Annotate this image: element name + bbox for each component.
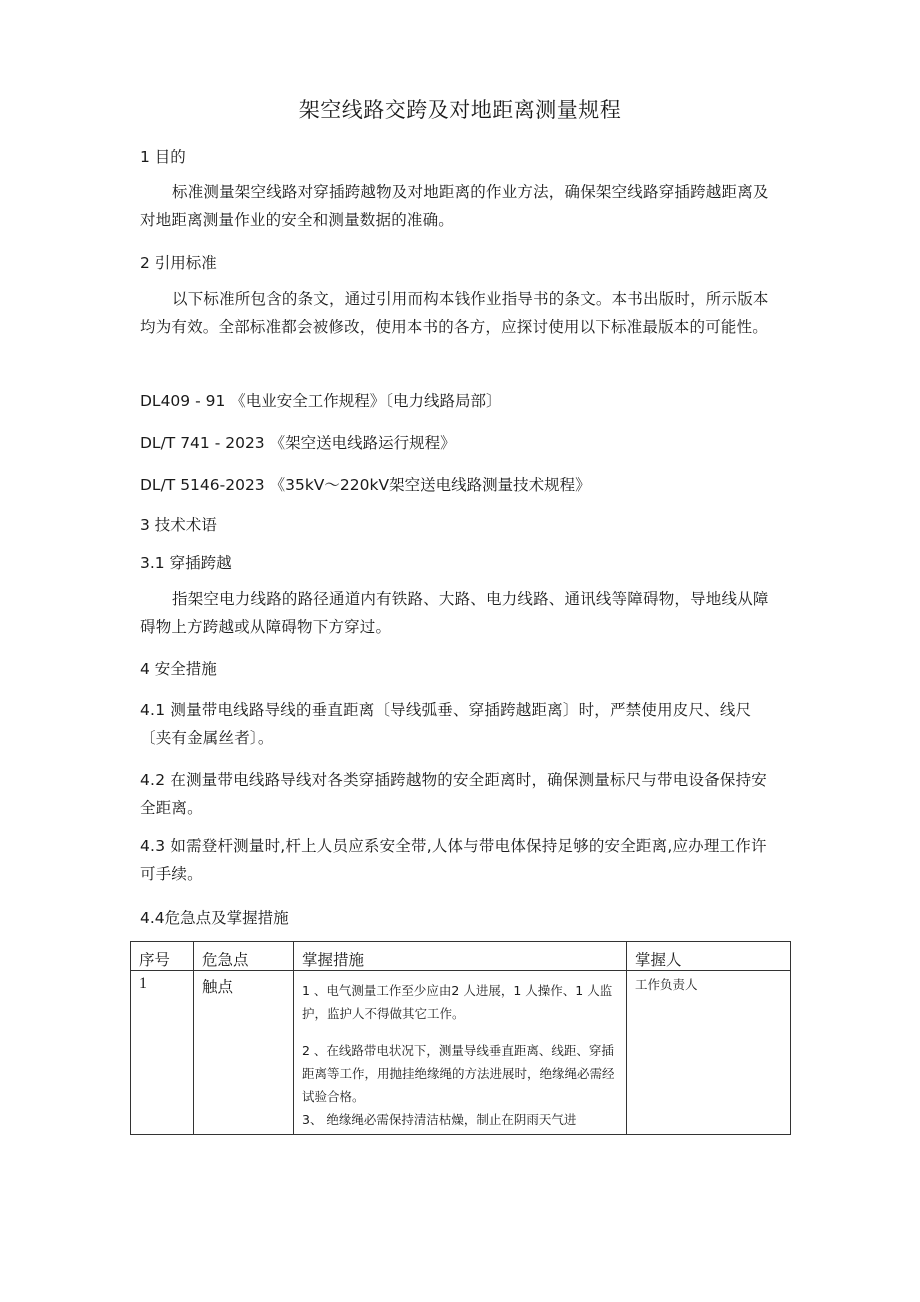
cell-no: 1 [131,971,194,1135]
sub-heading-crossing: 3.1 穿插跨越 [140,554,232,572]
standard-item: DL409 - 91 《电业安全工作规程》〔电力线路局部〕 [140,392,502,410]
standards-paragraph: 以下标准所包含的条文，通过引用而构本钱作业指导书的条文。本书出版时，所示版本均为有效。全部标准都会被修改，使用本书的各方，应探讨使用以下标准最版本的可能性。 [140,290,769,336]
measure-item: 2 、在线路带电状况下，测量导线垂直距离、线距、穿插距离等工作，用抛挂绝缘绳的方法进展时，绝缘绳必需经试验合格。 [302,1043,615,1104]
measure-spacer [302,1025,618,1039]
section-heading-terms: 3 技术术语 [140,516,217,534]
document-title: 架空线路交跨及对地距离测量规程 [298,98,622,122]
section-heading-standards: 2 引用标准 [140,254,217,272]
header-no: 序号 [131,942,194,971]
section-heading-safety: 4 安全措施 [140,660,217,678]
safety-item: 4.1 测量带电线路导线的垂直距离〔导线弧垂、穿插跨越距离〕时，严禁使用皮尺、线尺〔夹有金属丝者〕。 [140,701,752,747]
purpose-paragraph: 标准测量架空线路对穿插跨越物及对地距离的作业方法，确保架空线路穿插跨越距离及对地距离测量作业的安全和测量数据的准确。 [140,183,769,229]
measure-item: 3、 绝缘绳必需保持清洁枯燥，制止在阴雨天气进 [302,1112,577,1127]
section-heading-purpose: 1 目的 [140,148,186,166]
measure-item: 1 、电气测量工作至少应由2 人进展，1 人操作、1 人监护，监护人不得做其它工作。 [302,983,613,1021]
table-row [131,971,791,1135]
crossing-paragraph: 指架空电力线路的路径通道内有铁路、大路、电力线路、通讯线等障碍物，导地线从障碍物上方跨越或从障碍物下方穿过。 [140,590,769,636]
header-risk: 危急点 [194,942,294,971]
cell-measures [294,971,627,1135]
header-measures: 掌握措施 [294,942,627,971]
header-person: 掌握人 [627,942,791,971]
standard-item: DL/T 741 - 2023 《架空送电线路运行规程》 [140,434,456,452]
risk-control-table [130,941,791,1135]
safety-item: 4.3 如需登杆测量时,杆上人员应系安全带,人体与带电体保持足够的安全距离,应办理工作许可手续。 [140,837,767,883]
table-heading: 4.4危急点及掌握措施 [140,909,289,927]
cell-risk: 触点 [194,971,294,1135]
cell-person: 工作负责人 [627,971,791,1135]
safety-item: 4.2 在测量带电线路导线对各类穿插跨越物的安全距离时，确保测量标尺与带电设备保持安全距离。 [140,771,767,817]
table-header-row [131,942,791,971]
standard-item: DL/T 5146-2023 《35kV～220kV架空送电线路测量技术规程》 [140,476,591,494]
